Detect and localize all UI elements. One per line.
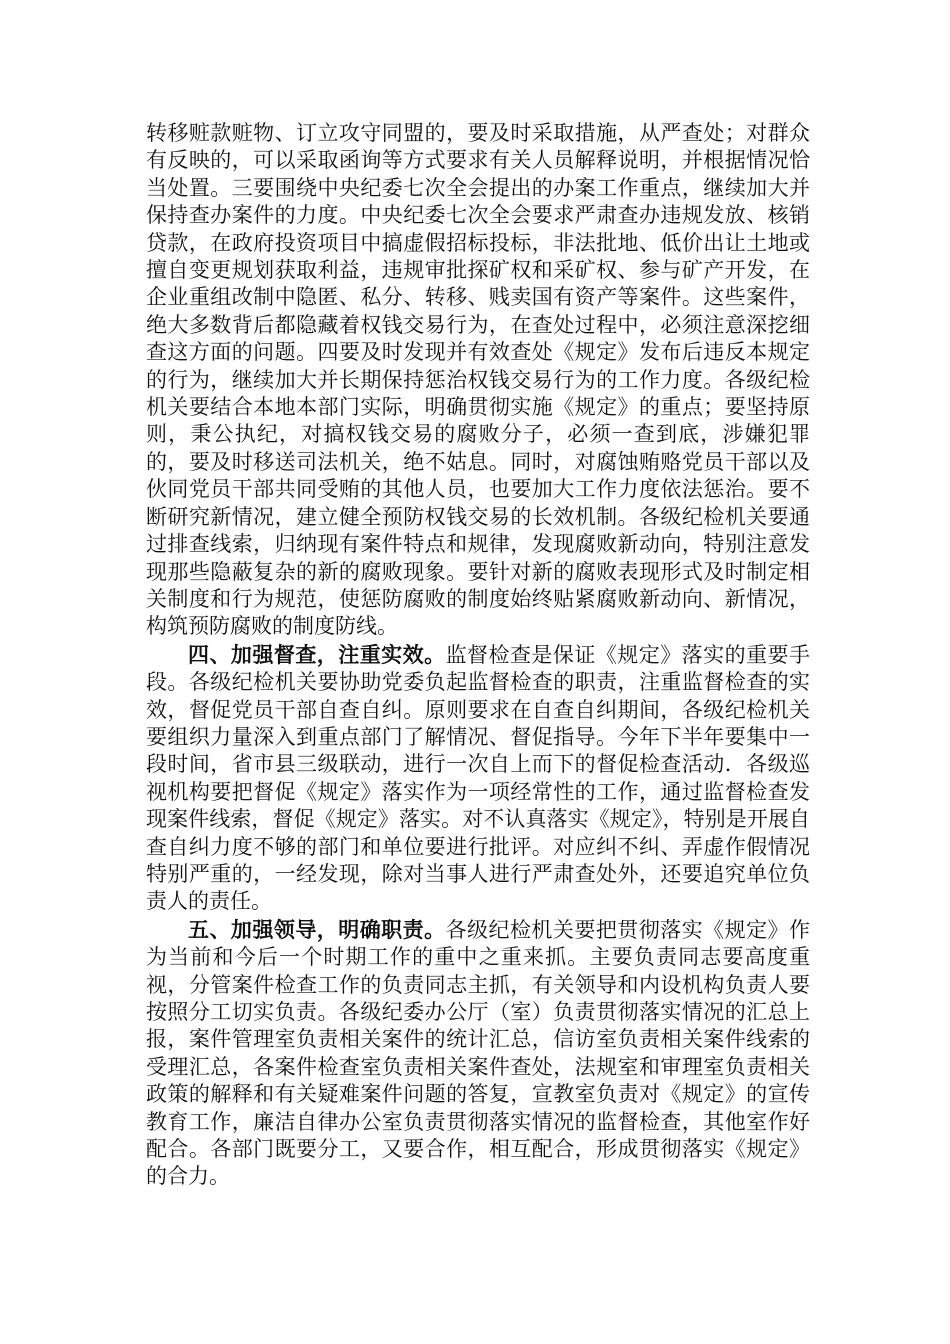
section-heading: 五、加强领导，明确职责。 <box>188 916 446 942</box>
paragraph-section-five <box>146 916 810 1191</box>
paragraph-body: 转移赃款赃物、订立攻守同盟的，要及时采取措施，从严查处；对群众有反映的，可以采取函询等方式要求有关人员解释说明，并根据情况恰当处置。三要围绕中央纪委七次全会提出的办案工作重点，继续加大并保持查办案件的力度。中央纪委七次全会要求严肃查办违规发放、核销贷款，在政府投资项目中搞虚假招标投标，非法批地、低价出让土地或擅自变更规划获取利益，违规审批探矿权和采矿权、参与矿产开发，在企业重组改制中隐匿、私分、转移、贱卖国有资产等案件。这些案件，绝大多数背后都隐藏着权钱交易行为，在查处过程中，必须注意深挖细查这方面的问题。四要及时发现并有效查处《规定》发布后违反本规定的行为，继续加大并长期保持惩治权钱交易行为的工作力度。各级纪检机关要结合本地本部门实际，明确贯彻实施《规定》的重点；要坚持原则，秉公执纪，对搞权钱交易的腐败分子，必须一查到底，涉嫌犯罪的，要及时移送司法机关，绝不姑息。同时，对腐蚀贿赂党员干部以及伙同党员干部共同受贿的其他人员，也要加大工作力度依法惩治。要不断研究新情况，建立健全预防权钱交易的长效机制。各级纪检机关要通过排查线索，归纳现有案件特点和规律，发现腐败新动向，特别注意发现那些隐蔽复杂的新的腐败现象。要针对新的腐败表现形式及时制定相关制度和行为规范，使惩防腐败的制度始终贴紧腐败新动向、新情况，构筑预防腐败的制度防线。 <box>146 121 810 639</box>
paragraph-section-four <box>146 641 810 916</box>
paragraph-body: 监督检查是保证《规定》落实的重要手段。各级纪检机关要协助党委负起监督检查的职责，注重监督检查的实效，督促党员干部自查自纠。原则要求在自查自纠期间，各级纪检机关要组织力量深入到重点部门了解情况、督促指导。今年下半年要集中一段时间，省市县三级联动，进行一次自上而下的督促检查活动．各级巡视机构要把督促《规定》落实作为一项经常性的工作，通过监督检查发现案件线索，督促《规定》落实。对不认真落实《规定》，特别是开展自查自纠力度不够的部门和单位要进行批评。对应纠不纠、弄虚作假情况特别严重的，一经发现，除对当事人进行严肃查处外，还要追究单位负责人的责任。 <box>146 642 811 914</box>
document-page <box>146 120 810 1191</box>
paragraph-body: 各级纪检机关要把贯彻落实《规定》作为当前和今后一个时期工作的重中之重来抓。主要负责同志要高度重视，分管案件检查工作的负责同志主抓，有关领导和内设机构负责人要按照分工切实负责。各级纪委办公厅（室）负责贯彻落实情况的汇总上报，案件管理室负责相关案件的统计汇总，信访室负责相关案件线索的受理汇总，各案件检查室负责相关案件查处，法规室和审理室负责相关政策的解释和有关疑难案件问题的答复，宣教室负责对《规定》的宣传教育工作，廉洁自律办公室负责贯彻落实情况的监督检查，其他室作好配合。各部门既要分工，又要合作，相互配合，形成贯彻落实《规定》的合力。 <box>146 917 811 1189</box>
section-heading: 四、加强督查，注重实效。 <box>188 641 446 667</box>
paragraph-continuation <box>146 120 810 641</box>
